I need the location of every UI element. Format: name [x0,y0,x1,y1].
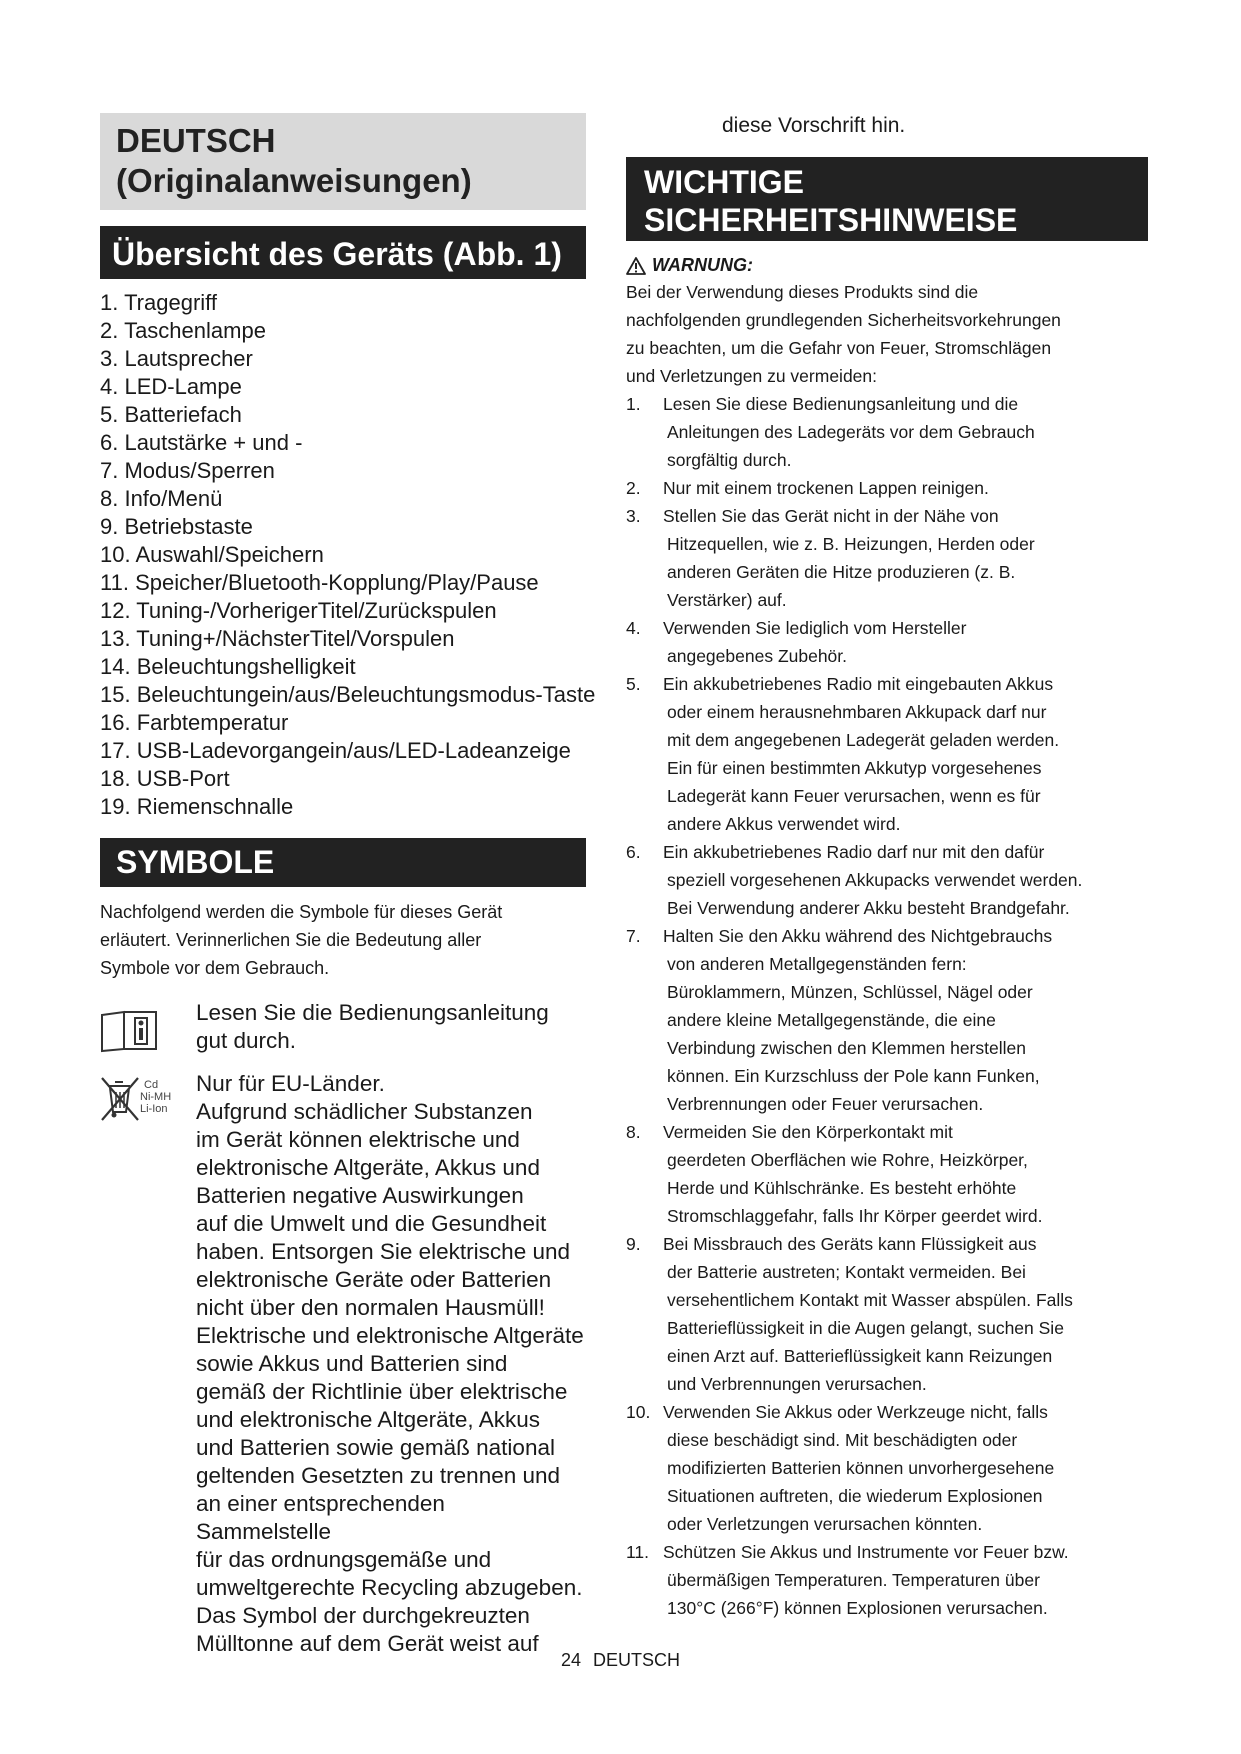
text-line: Das Symbol der durchgekreuzten [196,1603,530,1628]
text-line: Nur für EU-Länder. [196,1071,385,1096]
symbol-weee-row [100,1070,586,1658]
safety-item-line: übermäßigen Temperaturen. Temperaturen über [667,1570,1040,1590]
safety-item-line: Hitzequellen, wie z. B. Heizungen, Herden oder [667,534,1035,554]
symbol-manual-row [100,999,586,1055]
safety-item-number: 6. [626,842,641,862]
safety-item-line: Halten Sie den Akku während des Nichtgebrauchs [663,926,1053,946]
continuation-text: diese Vorschrift hin. [722,114,906,137]
text-line: umweltgerechte Recycling abzugeben. [196,1575,583,1600]
safety-item-line: Verbrennungen oder Feuer verursachen. [667,1094,984,1114]
safety-item-line: Stellen Sie das Gerät nicht in der Nähe von [663,506,999,526]
safety-item-line: modifizierten Batterien können unvorhergesehene [667,1458,1055,1478]
safety-item-line: andere kleine Metallgegenstände, die eine [667,1010,996,1030]
safety-item [626,1398,1148,1538]
icon-label: Ni-MH [140,1091,172,1103]
text-line: Mülltonne auf dem Gerät weist auf [196,1631,539,1656]
safety-item-line: Stromschlaggefahr, falls Ihr Körper geerdet wird. [667,1206,1043,1226]
list-item: 9. Betriebstaste [100,514,253,539]
list-item: 11. Speicher/Bluetooth-Kopplung/Play/Pause [100,570,539,595]
text-line: und Batterien sowie gemäß national [196,1435,555,1460]
language-subtitle: (Originalanweisungen) [116,162,472,199]
text-line: sowie Akkus und Batterien sind [196,1351,508,1376]
list-item: 4. LED-Lampe [100,374,242,399]
safety-item-line: können. Ein Kurzschluss der Pole kann Funken, [667,1066,1040,1086]
list-item: 12. Tuning-/VorherigerTitel/Zurückspulen [100,598,497,623]
warning-intro [626,278,1148,390]
language-title: DEUTSCH [116,122,276,159]
safety-item-line: angegebenes Zubehör. [667,646,848,666]
safety-item [626,390,1148,474]
safety-item-line: 130°C (266°F) können Explosionen verursachen. [667,1598,1048,1618]
safety-item-line: Ladegerät kann Feuer verursachen, wenn es für [667,786,1041,806]
safety-item [626,670,1148,838]
text-line: zu beachten, um die Gefahr von Feuer, Stromschlägen [626,338,1052,358]
text-line: elektronische Geräte oder Batterien [196,1267,552,1292]
list-item: 2. Taschenlampe [100,318,266,343]
safety-item-number: 8. [626,1122,641,1142]
safety-item-line: Verbindung zwischen den Klemmen herstellen [667,1038,1026,1058]
safety-item [626,1230,1148,1398]
list-item: 5. Batteriefach [100,402,242,427]
safety-item-line: Ein akkubetriebenes Radio darf nur mit den dafür [663,842,1045,862]
safety-item [626,1538,1148,1622]
crossed-bin-icon [100,1076,182,1122]
safety-item-line: Schützen Sie Akkus und Instrumente vor Feuer bzw. [663,1542,1069,1562]
safety-item-line: Bei Missbrauch des Geräts kann Flüssigkeit aus [663,1234,1037,1254]
safety-item-line: mit dem angegebenen Ladegerät geladen werden. [667,730,1060,750]
safety-item-line: sorgfältig durch. [667,450,792,470]
text-line: gut durch. [196,1028,297,1053]
text-line: an einer entsprechenden Sammelstelle [196,1491,445,1544]
list-item: 14. Beleuchtungshelligkeit [100,654,356,679]
safety-item-number: 4. [626,618,641,638]
symbol-weee-text [196,1070,586,1658]
symbols-heading: SYMBOLE [100,838,586,887]
page-number: 24 [560,1650,581,1670]
safety-item [626,922,1148,1118]
safety-item-number: 11. [626,1542,650,1562]
list-item: 1. Tragegriff [100,290,217,315]
list-item: 6. Lautstärke + und - [100,430,303,455]
safety-item-line: anderen Geräten die Hitze produzieren (z. B. [667,562,1016,582]
text-line: nicht über den normalen Hausmüll! [196,1295,545,1320]
icon-label: Cd [144,1079,159,1091]
safety-item-line: Bei Verwendung anderer Akku besteht Brandgefahr. [667,898,1070,918]
left-column [100,113,596,1658]
safety-item-line: andere Akkus verwendet wird. [667,814,901,834]
text-line: gemäß der Richtlinie über elektrische [196,1379,568,1404]
text-line: und Verletzungen zu vermeiden: [626,366,877,386]
text-line: Elektrische und elektronische Altgeräte [196,1323,584,1348]
list-item: 10. Auswahl/Speichern [100,542,324,567]
overview-heading: Übersicht des Geräts (Abb. 1) [100,226,586,279]
safety-item [626,1118,1148,1230]
safety-item-number: 7. [626,926,641,946]
list-item: 13. Tuning+/NächsterTitel/Vorspulen [100,626,455,651]
safety-item-line: einen Arzt auf. Batterieflüssigkeit kann Reizungen [667,1346,1053,1366]
safety-item-line: oder Verletzungen verursachen könnten. [667,1514,983,1534]
safety-item [626,838,1148,922]
text-line: für das ordnungsgemäße und [196,1547,492,1572]
text-line: Aufgrund schädlicher Substanzen [196,1099,533,1124]
safety-item-number: 5. [626,674,641,694]
warning-triangle-icon [626,257,646,275]
intro-line: Nachfolgend werden die Symbole für dieses Gerät [100,902,503,922]
page-footer [0,1648,1241,1672]
text-line: Bei der Verwendung dieses Produkts sind die [626,282,979,302]
safety-item-number: 10. [626,1402,651,1422]
safety-item-line: von anderen Metallgegenständen fern: [667,954,967,974]
safety-item-line: Vermeiden Sie den Körperkontakt mit [663,1122,953,1142]
list-item: 19. Riemenschnalle [100,794,294,819]
list-item: 3. Lautsprecher [100,346,253,371]
safety-heading-line: WICHTIGE [644,164,804,200]
safety-item-line: Herde und Kühlschränke. Es besteht erhöhte [667,1178,1017,1198]
safety-item [626,474,1148,502]
safety-item-line: versehentlichem Kontakt mit Wasser abspülen. Falls [667,1290,1073,1310]
safety-item [626,614,1148,670]
symbol-manual-text [196,999,586,1055]
safety-item-number: 1. [626,394,641,414]
text-line: haben. Entsorgen Sie elektrische und [196,1239,570,1264]
intro-line: erläutert. Verinnerlichen Sie die Bedeutung aller [100,930,482,950]
safety-item-number: 3. [626,506,641,526]
symbols-intro [100,898,586,982]
safety-item-number: 9. [626,1234,641,1254]
overview-list [100,289,596,821]
safety-item-line: der Batterie austreten; Kontakt vermeiden. Bei [667,1262,1026,1282]
list-item: 15. Beleuchtungein/aus/Beleuchtungsmodus-Taste [100,682,596,707]
safety-item-line: speziell vorgesehenen Akkupacks verwendet werden. [667,870,1083,890]
list-item: 16. Farbtemperatur [100,710,289,735]
safety-item-line: oder einem herausnehmbaren Akkupack darf nur [667,702,1047,722]
manual-book-icon [100,1009,158,1053]
safety-item-line: Ein akkubetriebenes Radio mit eingebauten Akkus [663,674,1054,694]
list-item: 17. USB-Ladevorgangein/aus/LED-Ladeanzeige [100,738,571,763]
text-line: und elektronische Altgeräte, Akkus [196,1407,540,1432]
text-line: elektronische Altgeräte, Akkus und [196,1155,540,1180]
text-line: auf die Umwelt und die Gesundheit [196,1211,547,1236]
safety-item-line: Lesen Sie diese Bedienungsanleitung und die [663,394,1019,414]
safety-item-line: Nur mit einem trockenen Lappen reinigen. [663,478,989,498]
text-line: geltenden Gesetzten zu trennen und [196,1463,561,1488]
safety-item [626,502,1148,614]
list-item: 7. Modus/Sperren [100,458,275,483]
text-line: im Gerät können elektrische und [196,1127,520,1152]
safety-heading [626,157,1148,241]
safety-heading-line: SICHERHEITSHINWEISE [644,202,1018,238]
list-item: 18. USB-Port [100,766,230,791]
language-title-box [100,113,586,210]
safety-item-line: diese beschädigt sind. Mit beschädigten oder [667,1430,1018,1450]
warning-heading [626,252,1148,278]
safety-list [626,390,1148,1622]
safety-item-line: Verstärker) auf. [667,590,787,610]
intro-line: Symbole vor dem Gebrauch. [100,958,330,978]
icon-label: Li-Ion [140,1103,168,1115]
text-line: Lesen Sie die Bedienungsanleitung [196,1000,549,1025]
safety-item-line: Verwenden Sie lediglich vom Hersteller [663,618,967,638]
list-item: 8. Info/Menü [100,486,223,511]
safety-item-line: Anleitungen des Ladegeräts vor dem Gebrauch [667,422,1035,442]
safety-item-line: Ein für einen bestimmten Akkutyp vorgesehenes [667,758,1042,778]
safety-item-line: Büroklammern, Münzen, Schlüssel, Nägel oder [667,982,1033,1002]
safety-item-line: geerdeten Oberflächen wie Rohre, Heizkörper, [667,1150,1028,1170]
safety-item-number: 2. [626,478,641,498]
text-line: nachfolgenden grundlegenden Sicherheitsvorkehrungen [626,310,1061,330]
safety-item-line: Verwenden Sie Akkus oder Werkzeuge nicht, falls [663,1402,1048,1422]
footer-language: DEUTSCH [593,1650,681,1670]
right-column [626,113,1148,1622]
safety-item-line: Batterieflüssigkeit in die Augen gelangt, suchen Sie [667,1318,1064,1338]
text-line: Batterien negative Auswirkungen [196,1183,524,1208]
safety-item-line: Situationen auftreten, die wiederum Explosionen [667,1486,1043,1506]
warning-label: WARNUNG: [652,255,753,275]
safety-item-line: und Verbrennungen verursachen. [667,1374,927,1394]
